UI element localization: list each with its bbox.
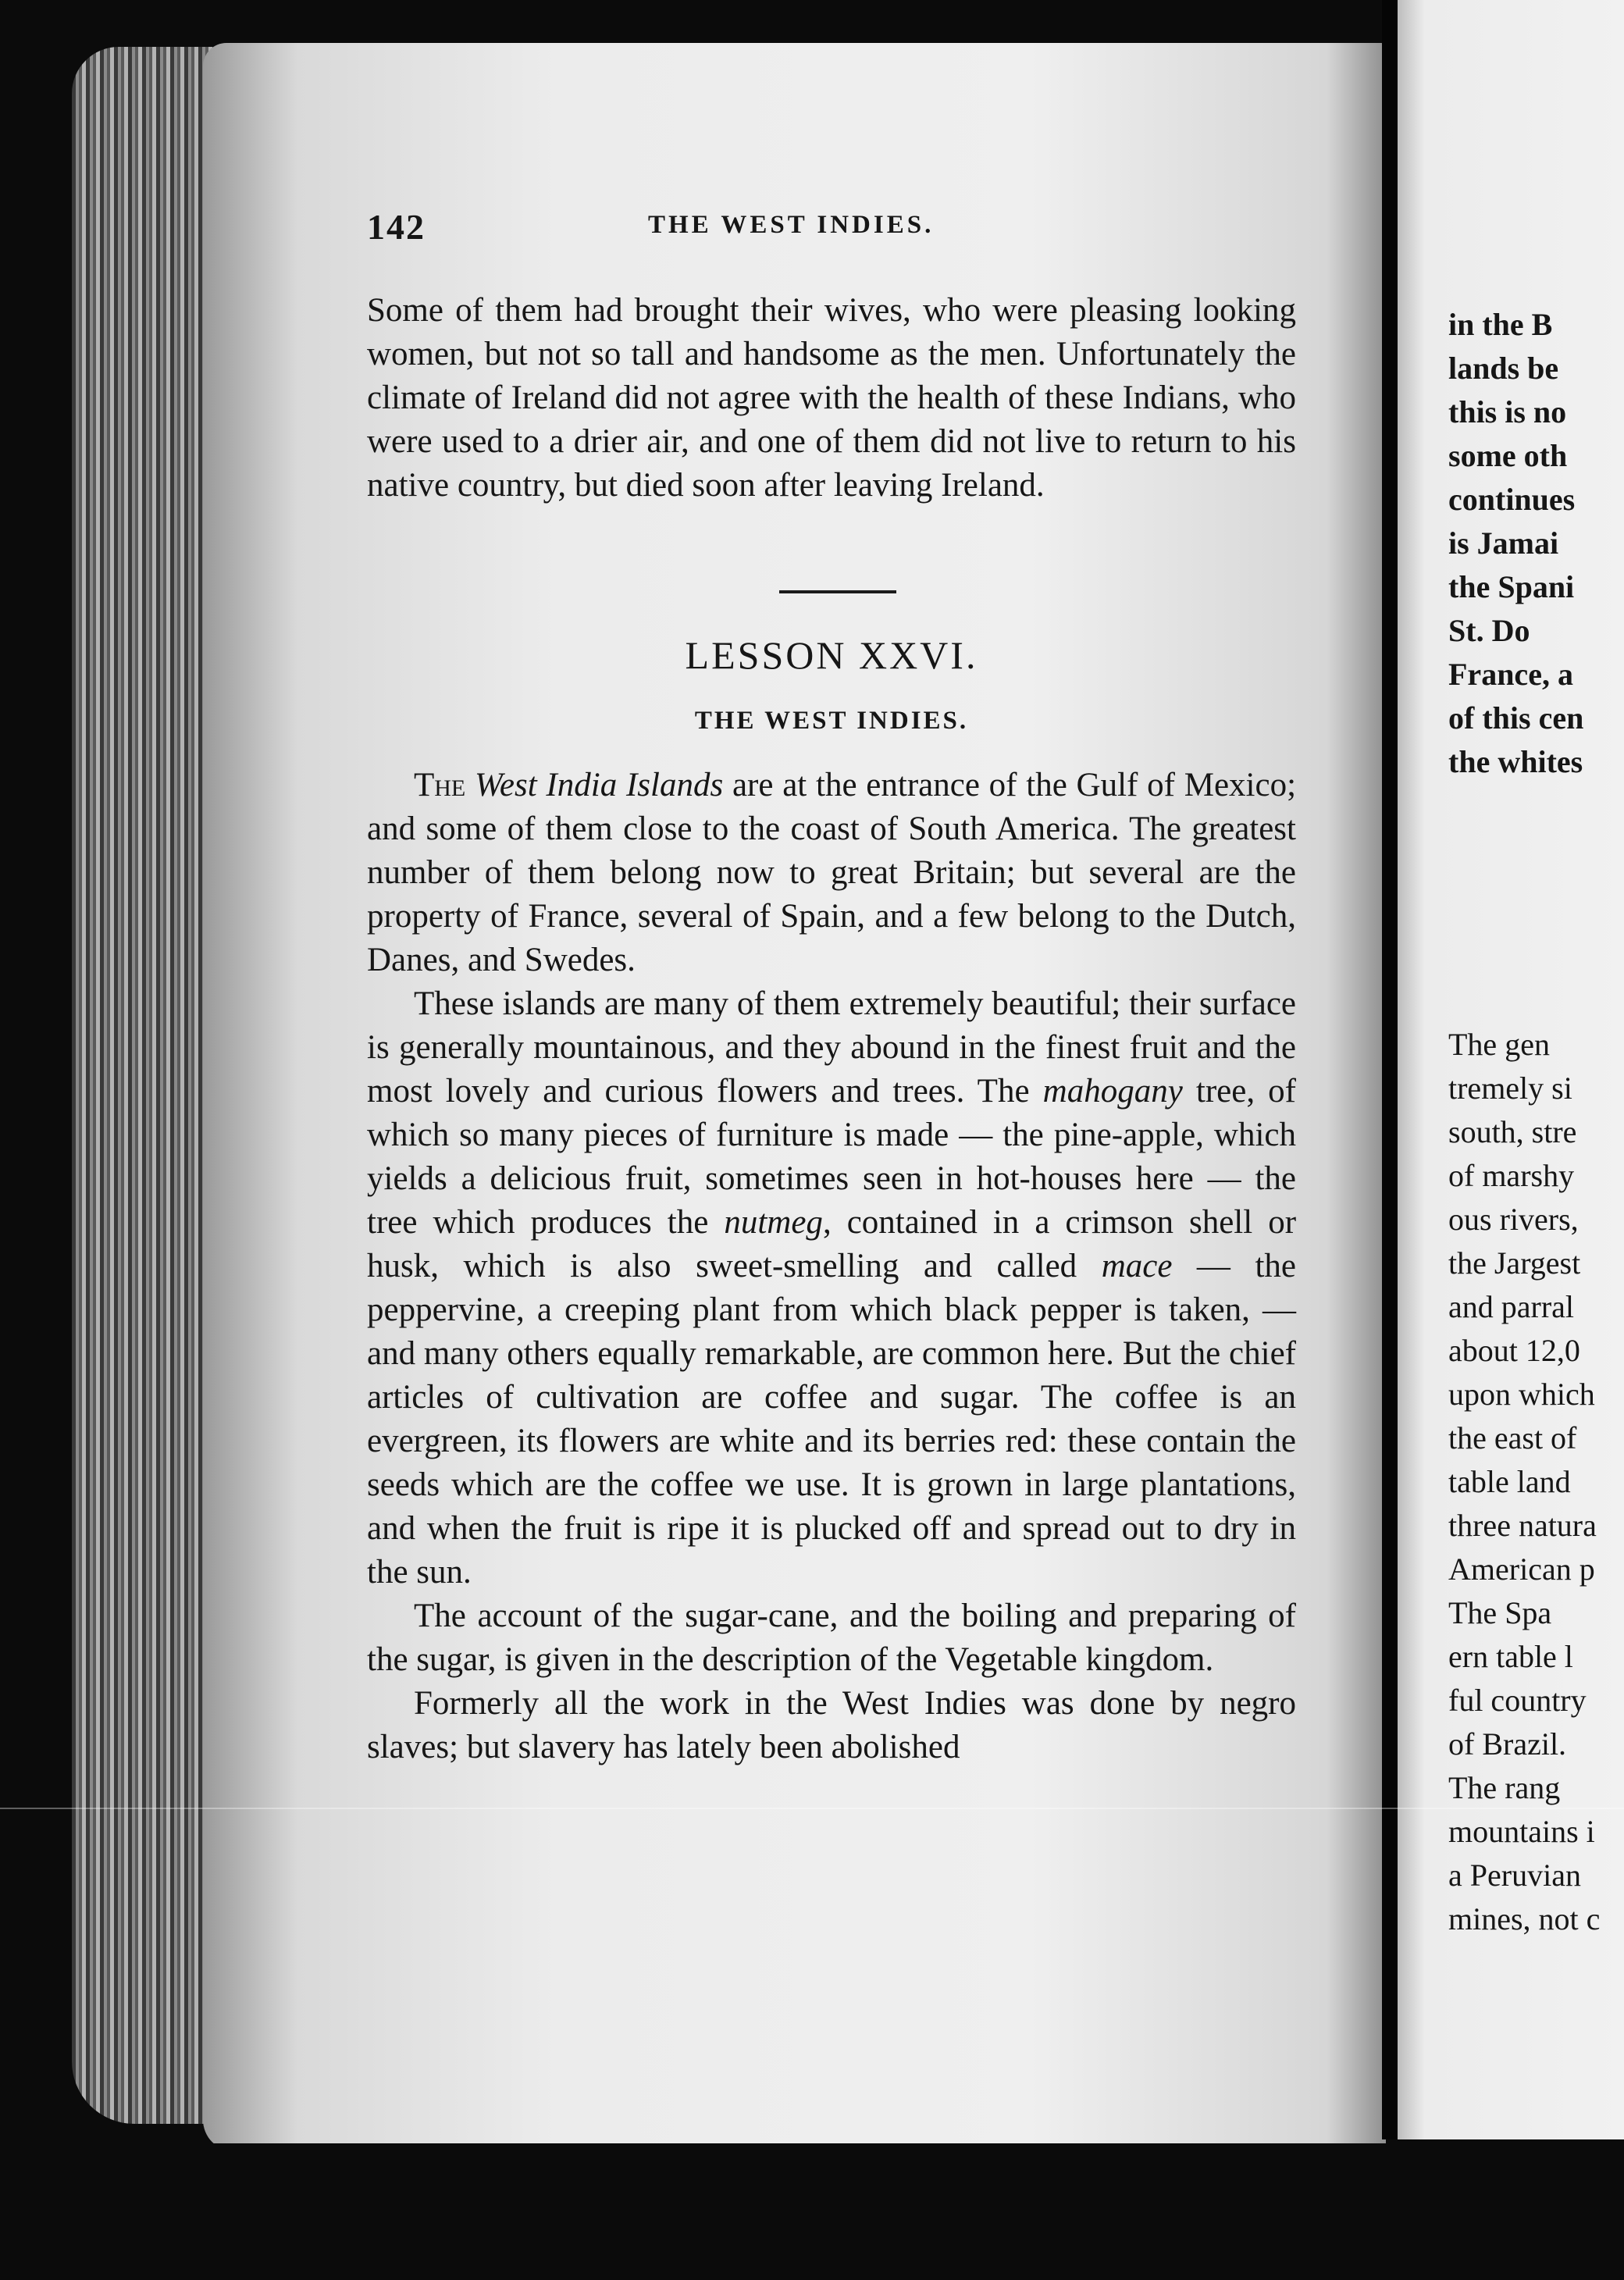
paragraph-text: These islands are many of them extremely beautiful; their surface is generally mountainous, and they abound in the finest fruit and the most lovely and curious flowers and trees. The [367, 985, 1296, 1110]
right-line: ful country [1448, 1683, 1587, 1718]
paragraph-text: — the peppervine, a creeping plant from which black pepper is taken, — and many others equally remarkable, are common here. But the chief articles of cultivation are coffee and sugar. The coffee is an evergreen, its flowers are white and its berries red: these contain the seeds which are the coffee we use. It is grown in large plantations, and when the fruit is ripe it is plucked off and spread out to dry in the sun. [367, 1248, 1296, 1591]
right-line: is Jamai [1448, 525, 1559, 561]
right-line: of this cen [1448, 700, 1584, 736]
paragraph-lead: The [414, 767, 466, 803]
right-line: the east of [1448, 1420, 1577, 1455]
continuation-paragraph: Some of them had brought their wives, who were pleasing looking women, but not so tall and handsome as the men. Unfortunately the climate of Ireland did not agree with the health of these Indians, who were used to a drier air, and one of them did not live to return to his native country, but died soon after leaving Ireland. [367, 292, 1296, 504]
right-line: ous rivers, [1448, 1202, 1579, 1237]
running-head: THE WEST INDIES. [648, 211, 935, 239]
right-line: a Peruvian [1448, 1858, 1581, 1893]
paragraph-text: Formerly all the work in the West Indies was done by negro slaves; but slavery has lately been abolished [367, 1685, 1296, 1765]
right-line: The gen [1448, 1027, 1550, 1062]
right-line: south, stre [1448, 1114, 1577, 1149]
right-line: ern table l [1448, 1639, 1573, 1674]
right-line: three natura [1448, 1508, 1597, 1543]
right-line: The rang [1448, 1770, 1561, 1805]
right-line: and parral [1448, 1289, 1575, 1324]
right-line: table land [1448, 1464, 1571, 1499]
book-edge [72, 47, 220, 2124]
right-line: American p [1448, 1551, 1595, 1587]
paragraph [367, 1594, 1296, 1682]
paragraph-text: are at the entrance of the Gulf of Mexico; and some of them close to the coast of South America. The greatest number of them belong now to great Britain; but several are the property of France, several of Spain, and a few belong to the Dutch, Danes, and Swedes. [367, 767, 1297, 978]
emphasis: West India Islands [475, 767, 724, 803]
right-line: in the B [1448, 307, 1553, 342]
lesson-subtitle: THE WEST INDIES. [694, 707, 969, 735]
paragraph [367, 1682, 1296, 1769]
paragraph-text: , contained in a crimson shell or husk, which is also sweet-smelling and called [367, 1204, 1297, 1284]
right-line: mountains i [1448, 1814, 1595, 1849]
right-line: tremely si [1448, 1071, 1572, 1106]
section-divider [779, 590, 896, 593]
page-header [367, 206, 1296, 253]
paragraph-text: The account of the sugar-cane, and the boiling and preparing of the sugar, is given in the description of the Vegetable kingdom. [367, 1598, 1296, 1678]
right-line: France, a [1448, 657, 1573, 692]
paragraph [367, 764, 1296, 982]
right-page-text-top [1448, 303, 1624, 784]
right-line: of marshy [1448, 1158, 1575, 1193]
continuation-text [367, 289, 1296, 508]
emphasis: mahogany [1042, 1073, 1183, 1110]
scan-crease [0, 1808, 1624, 1809]
right-line: the whites [1448, 744, 1583, 779]
right-line: lands be [1448, 351, 1559, 386]
right-line: St. Do [1448, 613, 1530, 648]
right-line: this is no [1448, 394, 1567, 429]
right-line: the Spani [1448, 569, 1575, 604]
right-line: The Spa [1448, 1595, 1552, 1630]
bottom-shadow [0, 2143, 1624, 2280]
lesson-body [367, 764, 1296, 1769]
page-number: 142 [367, 207, 426, 247]
right-line: some oth [1448, 438, 1568, 473]
paragraph [367, 982, 1296, 1594]
right-line: of Brazil. [1448, 1726, 1567, 1762]
right-line: the Jargest [1448, 1245, 1581, 1281]
right-line: mines, not c [1448, 1901, 1601, 1936]
emphasis: nutmeg [724, 1204, 823, 1241]
lesson-title: LESSON XXVI. [685, 633, 978, 677]
emphasis: mace [1101, 1248, 1173, 1284]
right-line: continues [1448, 482, 1576, 517]
paragraph-text: tree, of which so many pieces of furniture is made — the pine-apple, which yields a delicious fruit, sometimes seen in hot-houses here — the tree which produces the [367, 1073, 1296, 1241]
right-line: about 12,0 [1448, 1333, 1580, 1368]
right-line: upon which [1448, 1377, 1595, 1412]
right-page-text-bottom [1448, 1023, 1624, 1941]
